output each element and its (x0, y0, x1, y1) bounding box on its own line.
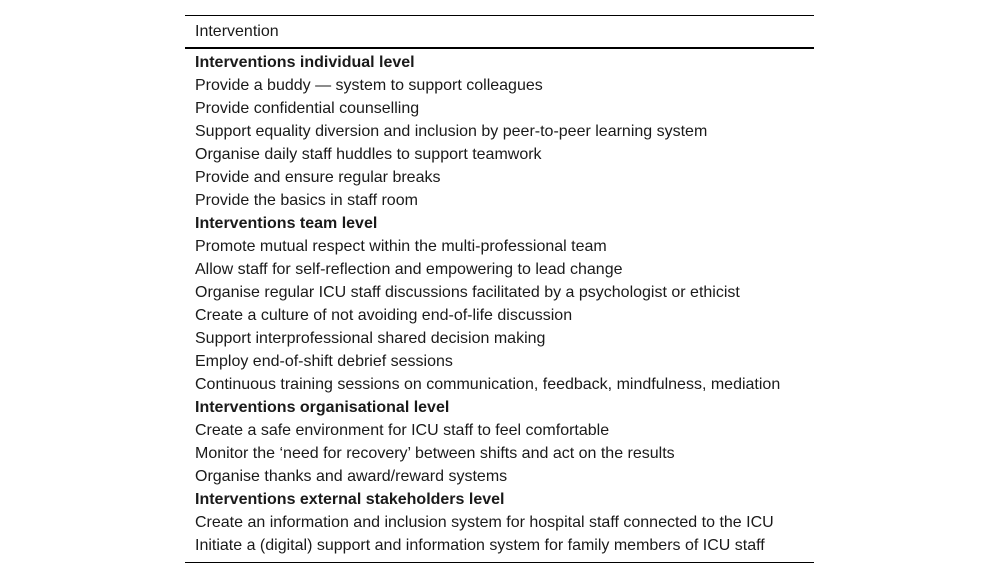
table-row: Monitor the ‘need for recovery’ between shifts and act on the results (195, 445, 675, 462)
table-bottom-rule (185, 562, 814, 563)
table-row: Organise daily staff huddles to support teamwork (195, 146, 542, 163)
table-row: Organise regular ICU staff discussions facilitated by a psychologist or ethicist (195, 284, 740, 301)
table-row: Provide and ensure regular breaks (195, 169, 441, 186)
table-row: Support equality diversion and inclusion by peer-to-peer learning system (195, 123, 708, 140)
table-row: Create a culture of not avoiding end-of-life discussion (195, 307, 573, 324)
table-row: Promote mutual respect within the multi-professional team (195, 238, 607, 255)
table-row: Provide confidential counselling (195, 100, 420, 117)
table-header: Intervention (195, 23, 279, 40)
table-row: Support interprofessional shared decision making (195, 330, 546, 347)
table-row: Create an information and inclusion system for hospital staff connected to the ICU (195, 514, 774, 531)
table-body (185, 49, 814, 557)
table-row: Employ end-of-shift debrief sessions (195, 353, 453, 370)
section-heading: Interventions team level (195, 215, 378, 232)
table-row: Allow staff for self-reflection and empowering to lead change (195, 261, 623, 278)
section-heading: Interventions external stakeholders level (195, 491, 505, 508)
table-row: Provide the basics in staff room (195, 192, 418, 209)
table-row: Provide a buddy — system to support colleagues (195, 77, 543, 94)
table-row: Organise thanks and award/reward systems (195, 468, 508, 485)
table-row: Initiate a (digital) support and information system for family members of ICU staff (195, 537, 765, 554)
table-row: Continuous training sessions on communication, feedback, mindfulness, mediation (195, 376, 781, 393)
table-row: Create a safe environment for ICU staff to feel comfortable (195, 422, 610, 439)
section-heading: Interventions individual level (195, 54, 415, 71)
interventions-table (185, 15, 814, 563)
section-heading: Interventions organisational level (195, 399, 450, 416)
